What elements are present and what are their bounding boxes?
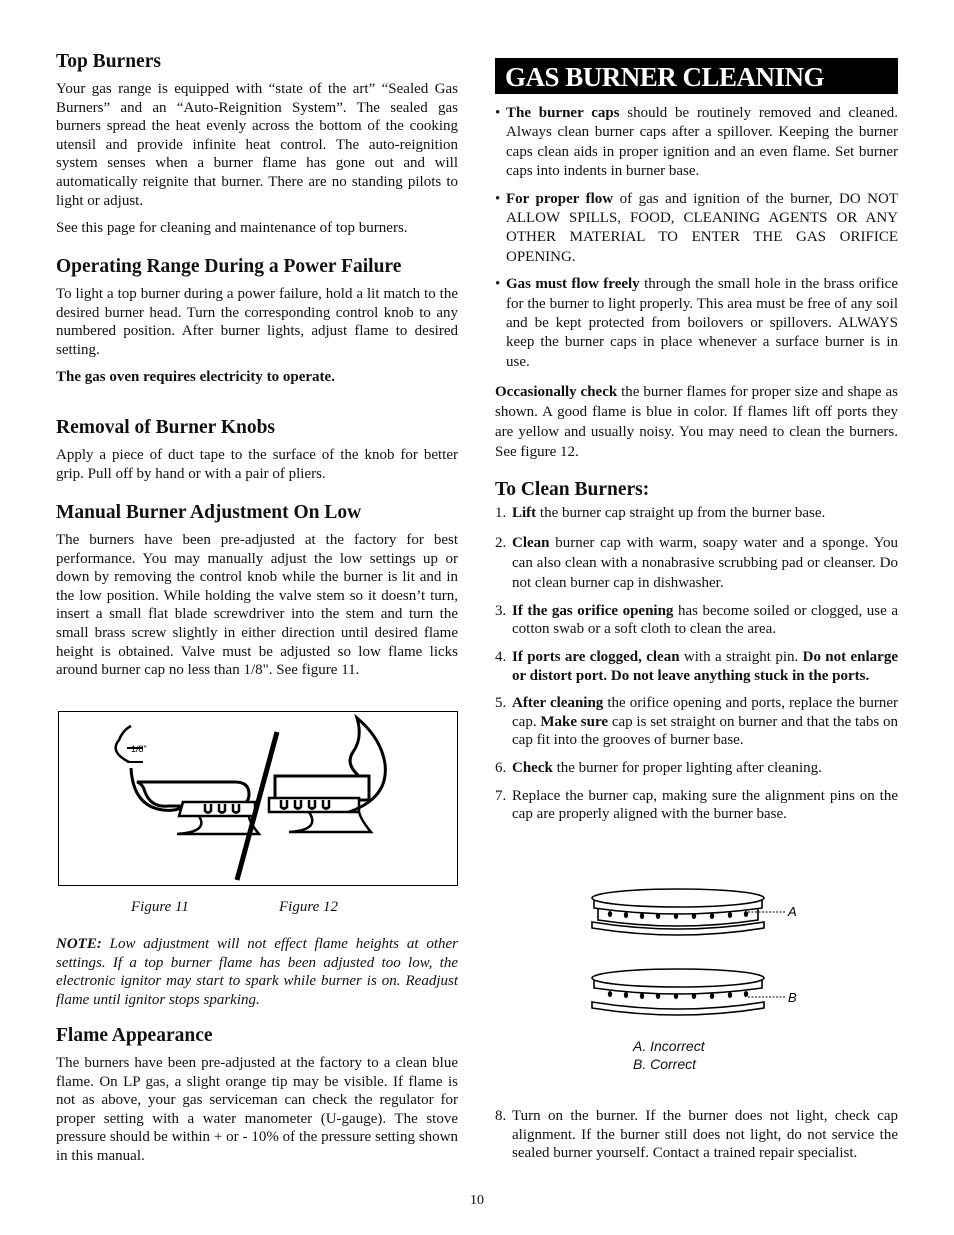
figure-12-caption: Figure 12	[279, 899, 339, 915]
step-text: Turn on the burner. If the burner does not light, check cap alignment. If the burner still does not light, do not service the sealed burner yourself. Contact a trained repair specialist.	[512, 1108, 898, 1162]
knob-removal-heading: Removal of Burner Knobs	[56, 417, 276, 438]
step-item	[495, 694, 898, 750]
flame-appearance-paragraph: The burners have been pre-adjusted at the factory to a clean blue flame. On LP gas, a slight orange tip may be visible. If flame is not as above, your gas serviceman can check the regulator for proper setting with a water manometer (U-gauge). The stove pressure should be within + or - 10% of the pressure setting shown in this manual.	[56, 1055, 458, 1164]
step-bold: After cleaning	[512, 695, 604, 712]
step-number: 2.	[495, 534, 507, 551]
top-burners-see-page: See this page for cleaning and maintenance of top burners.	[56, 220, 408, 237]
burner-alignment-illustration	[588, 884, 808, 1024]
bullet-text: through the small hole in the brass orifice for the burner to light properly. This area must be free of any soil and be kept protected from boilovers or spillovers. ALWAYS keep the burner caps in place whenever a surface burner is in use.	[506, 276, 898, 370]
bullet-item	[495, 275, 898, 372]
burner-b-cap-top	[592, 969, 764, 987]
bullet-bold: The burner caps	[506, 105, 620, 121]
step-8-block	[495, 1107, 898, 1163]
step-text: burner cap with warm, soapy water and a sponge. You can also clean with a nonabrasive scrubbing pad or cleanser. Do not clean burner cap in dishwasher.	[512, 534, 898, 591]
occasional-bold: Occasionally check	[495, 384, 618, 401]
step-number: 4.	[495, 649, 507, 666]
flame-figure-box	[58, 711, 458, 886]
step-number: 5.	[495, 695, 507, 712]
burner-b-base	[592, 1002, 764, 1015]
step-bold: If ports are clogged, clean	[512, 649, 680, 666]
right-column	[495, 58, 898, 824]
power-failure-section	[56, 255, 458, 387]
knob-removal-paragraph: Apply a piece of duct tape to the surface of the knob for better grip. Pull off by hand or with a pair of pliers.	[56, 447, 458, 482]
right-burner-cap	[275, 776, 369, 800]
cleaning-bullets	[495, 104, 898, 372]
step-item	[495, 533, 898, 593]
top-burners-paragraph: Your gas range is equipped with “state of the art” “Sealed Gas Burners” and an “Auto-Reignition System”. The sealed gas burners spread the heat evenly across the bottom of the cooking utensil and provide infinite heat control. The auto-reignition system senses when a burner flame has gone out and will automatically reignite that burner. There are no standing pilots to light or adjust.	[56, 81, 458, 209]
burner-alignment-figure	[588, 884, 808, 1074]
left-burner-base	[179, 802, 255, 816]
step-text: Replace the burner cap, making sure the alignment pins on the cap are properly aligned with the burner base.	[512, 787, 898, 823]
step-item	[495, 648, 898, 685]
step-item	[495, 787, 898, 824]
step-bold-2: Make sure	[540, 713, 609, 730]
adjustment-note	[56, 935, 458, 1009]
step-text: the burner for proper lighting after cleaning.	[552, 760, 822, 777]
step-text: the orifice opening and ports, replace the burner cap.	[512, 695, 898, 730]
occasional-text: the burner flames for proper size and shape as shown. A good flame is blue in color. If flames lift off ports they are yellow and usually noisy. You may need to clean the burners. See figure 12.	[495, 384, 898, 461]
bullet-bold: Gas must flow freely	[506, 276, 640, 293]
step-bold: Check	[512, 760, 553, 777]
manual-adjust-heading: Manual Burner Adjustment On Low	[56, 502, 362, 523]
step-item	[495, 1107, 898, 1163]
step-bold: Lift	[512, 505, 537, 522]
bullet-bold: For proper flow	[506, 190, 614, 207]
step-number: 7.	[495, 787, 507, 804]
burner-figure-legend	[633, 1037, 705, 1073]
flame-appearance-section	[56, 1024, 458, 1166]
power-failure-note: The gas oven requires electricity to operate.	[56, 369, 335, 386]
top-burners-heading: Top Burners	[56, 51, 161, 72]
top-burners-section	[56, 50, 458, 238]
step-text: has become soiled or clogged, use a cotton swab or a soft cloth to clean the area.	[512, 602, 898, 638]
step-item	[495, 504, 898, 523]
cleaning-steps	[495, 504, 898, 824]
step-item	[495, 602, 898, 639]
power-failure-paragraph: To light a top burner during a power failure, hold a lit match to the desired burner head. Turn the corresponding control knob to any numbered position. After burner lights, adjust flame to desired setting.	[56, 286, 458, 358]
measure-line	[116, 726, 131, 762]
step-text: with a straight pin.	[679, 649, 803, 666]
right-burner-stem	[289, 812, 371, 832]
step-bold: Clean	[512, 534, 550, 551]
knob-removal-section	[56, 416, 458, 483]
bullet-item	[495, 190, 898, 268]
step-text-2: cap is set straight on burner and that the tabs on cap fit into the grooves of burner base.	[512, 713, 898, 749]
step-number: 6.	[495, 760, 507, 777]
bullet-text: of gas and ignition of the burner, DO NOT ALLOW SPILLS, FOOD, CLEANING AGENTS OR ANY OTHER MATERIAL TO ENTER THE GAS ORIFICE OPENING.	[506, 190, 898, 265]
gas-burner-cleaning-banner: GAS BURNER CLEANING	[495, 58, 898, 94]
page-number: 10	[470, 1193, 484, 1208]
bullet-item	[495, 104, 898, 182]
to-clean-burners-heading: To Clean Burners:	[495, 479, 650, 501]
occasional-check-paragraph	[495, 382, 898, 462]
burner-a-label: A	[788, 904, 797, 919]
note-lead: NOTE:	[56, 936, 102, 952]
step-bold: If the gas orifice opening	[512, 602, 674, 619]
step-number: 1.	[495, 505, 507, 522]
left-burner-stem	[177, 816, 259, 834]
flame-illustration	[59, 712, 457, 885]
step-number: 8.	[495, 1108, 507, 1124]
burner-a-base	[592, 922, 764, 935]
power-failure-heading: Operating Range During a Power Failure	[56, 256, 402, 277]
manual-adjust-paragraph: The burners have been pre-adjusted at the factory for best performance. You may manually adjust the low settings up or down by removing the control knob while the burner is lit and in the low position. While holding the valve stem so it doesn’t turn, insert a small flat blade screwdriver into the stem and turn the small brass screw slightly in either direction until desired flame height is obtained. Valve must be adjusted so low flame licks around burner cap no less than 1/8". See figure 11.	[56, 532, 458, 679]
bullet-text: should be routinely removed and cleaned. Always clean burner caps after a spillover. Keeping the burner caps clean aids in proper ignition and an even flame. Set burner caps into indents in burner base.	[506, 105, 898, 180]
flame-appearance-heading: Flame Appearance	[56, 1025, 213, 1046]
measure-label: 1/8"	[131, 744, 147, 754]
step-text: the burner cap straight up from the burner base.	[536, 505, 826, 522]
step-item	[495, 759, 898, 778]
burner-a-cap-top	[592, 889, 764, 907]
burner-b-label: B	[788, 990, 797, 1005]
note-text: Low adjustment will not effect flame heights at other settings. If a top burner flame has been adjusted too low, the electronic ignitor may start to spark while burner is on. Readjust flame until ignitor stops sparking.	[56, 936, 458, 1008]
manual-adjust-section	[56, 501, 458, 680]
step-bold-warning: Do not enlarge or distort port. Do not leave anything stuck in the ports.	[512, 649, 898, 684]
legend-correct: B. Correct	[633, 1056, 697, 1072]
figure-11-caption: Figure 11	[131, 899, 189, 915]
legend-incorrect: A. Incorrect	[633, 1038, 705, 1054]
step-number: 3.	[495, 602, 507, 619]
cleaning-step-8	[495, 1107, 898, 1163]
